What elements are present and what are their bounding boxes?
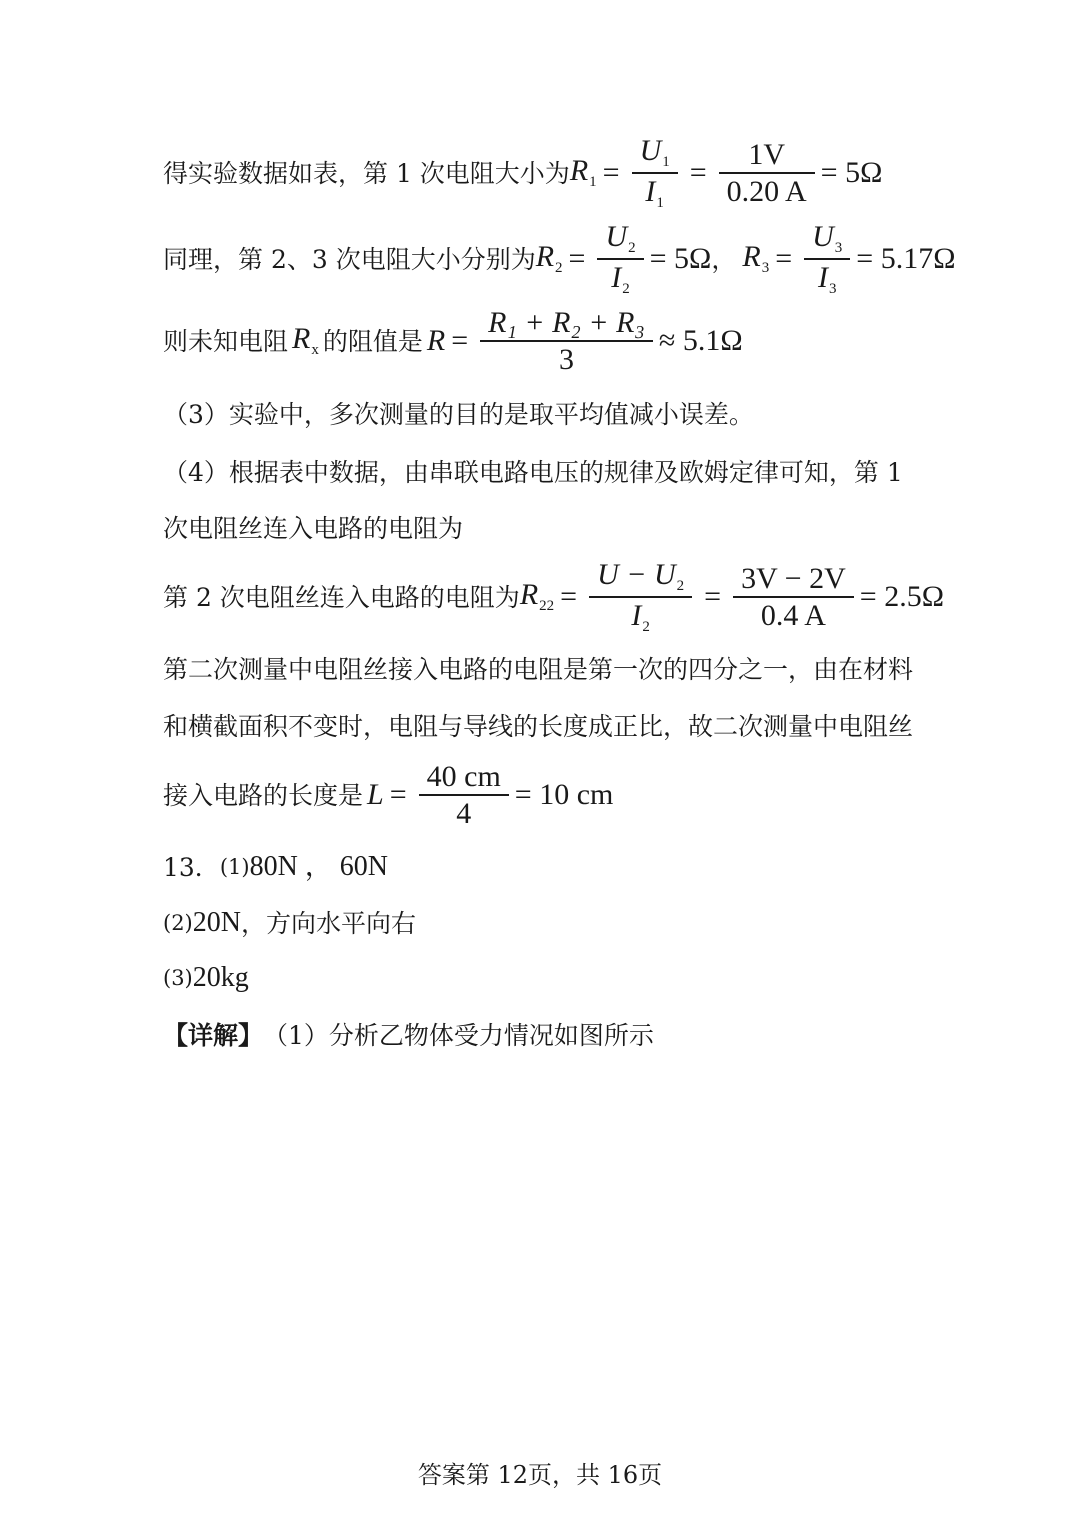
text-purpose: （3）实验中，多次测量的目的是取平均值减小误差。 xyxy=(163,400,754,429)
result-length: = 10 cm xyxy=(514,778,614,812)
detail-label: 【详解】 xyxy=(163,1021,264,1050)
text-quarter: 第二次测量中电阻丝接入电路的电阻是第一次的四分之一，由在材料 xyxy=(163,655,914,684)
page-footer: 答案第 12页，共 16页 xyxy=(417,1461,663,1489)
line-r1: 得实验数据如表，第 1 次电阻大小为 $R_1$ = $\frac{U_1}{I_1}$ = $\frac{1V}{0.20 A}$ = 5Ω xyxy=(163,134,883,211)
fraction-u2-i2: $\frac{U_2}{I_2}$ xyxy=(597,222,643,297)
result-r22: = 2.5Ω xyxy=(859,580,944,614)
q13-part1: 13． (1) 80N ， 60N xyxy=(163,851,389,882)
line-r2-r3: 同理，第 2、3 次电阻大小分别为 $R_2$ = $\frac{U_2}{I_2}$ = 5Ω ， $R_3$ = $\frac{U_3}{I_3}$ = 5.17Ω xyxy=(163,220,956,297)
result-rx: ≈ 5.1Ω xyxy=(658,324,743,358)
fraction-1v-020a: $\frac{1V}{0.20 A}$ xyxy=(719,140,815,207)
text-r2-intro: 同理，第 2、3 次电阻大小分别为 xyxy=(163,244,536,274)
result-r1: = 5Ω xyxy=(820,156,883,190)
fraction-3v-2v: $\frac{3V - 2V}{0.4 A}$ xyxy=(733,564,854,631)
fraction-40cm-4: $\frac{40 cm}{4}$ xyxy=(419,762,509,829)
text-part4: （4）根据表中数据，由串联电路电压的规律及欧姆定律可知，第 1 xyxy=(163,458,903,487)
line-rx-average: 则未知电阻 $R_x$ 的阻值是 R = $\frac{\text{R₁ + R₂ + R₃}}{3}$ ≈ 5.1Ω xyxy=(163,306,743,376)
result-r2: = 5Ω xyxy=(649,242,712,276)
fraction-u3-i3: $\frac{U_3}{I_3}$ xyxy=(804,222,850,297)
result-r3: = 5.17Ω xyxy=(856,242,956,276)
text-proportional: 和横截面积不变时，电阻与导线的长度成正比，故二次测量中电阻丝 xyxy=(163,712,914,741)
q13-label: 13． xyxy=(163,852,220,882)
math-r1: $R_1$ xyxy=(569,154,597,191)
text-r1-intro: 得实验数据如表，第 1 次电阻大小为 xyxy=(163,158,570,188)
detail-line: 【详解】 （1）分析乙物体受力情况如图所示 xyxy=(163,1021,654,1050)
q13-part2: (2) 20N ，方向水平向右 xyxy=(163,907,416,938)
fraction-u1-i1: $\frac{U_1}{I_1}$ xyxy=(632,136,678,211)
fraction-average: $\frac{\text{R₁ + R₂ + R₃}}{3}$ xyxy=(480,308,653,375)
q13-part3: (3) 20kg xyxy=(163,962,249,993)
fraction-u-minus-u2: $\frac{U - U_2}{I_2}$ xyxy=(589,560,692,635)
line-r22: 第 2 次电阻丝连入电路的电阻为 $R_{22}$ = $\frac{U - U_2}{I_2}$ = $\frac{3V - 2V}{0.4 A}$ = 2.5Ω xyxy=(163,558,944,635)
text-part4-cont: 次电阻丝连入电路的电阻为 xyxy=(163,514,464,543)
line-length: 接入电路的长度是 L = $\frac{40 cm}{4}$ = 10 cm xyxy=(163,760,614,830)
